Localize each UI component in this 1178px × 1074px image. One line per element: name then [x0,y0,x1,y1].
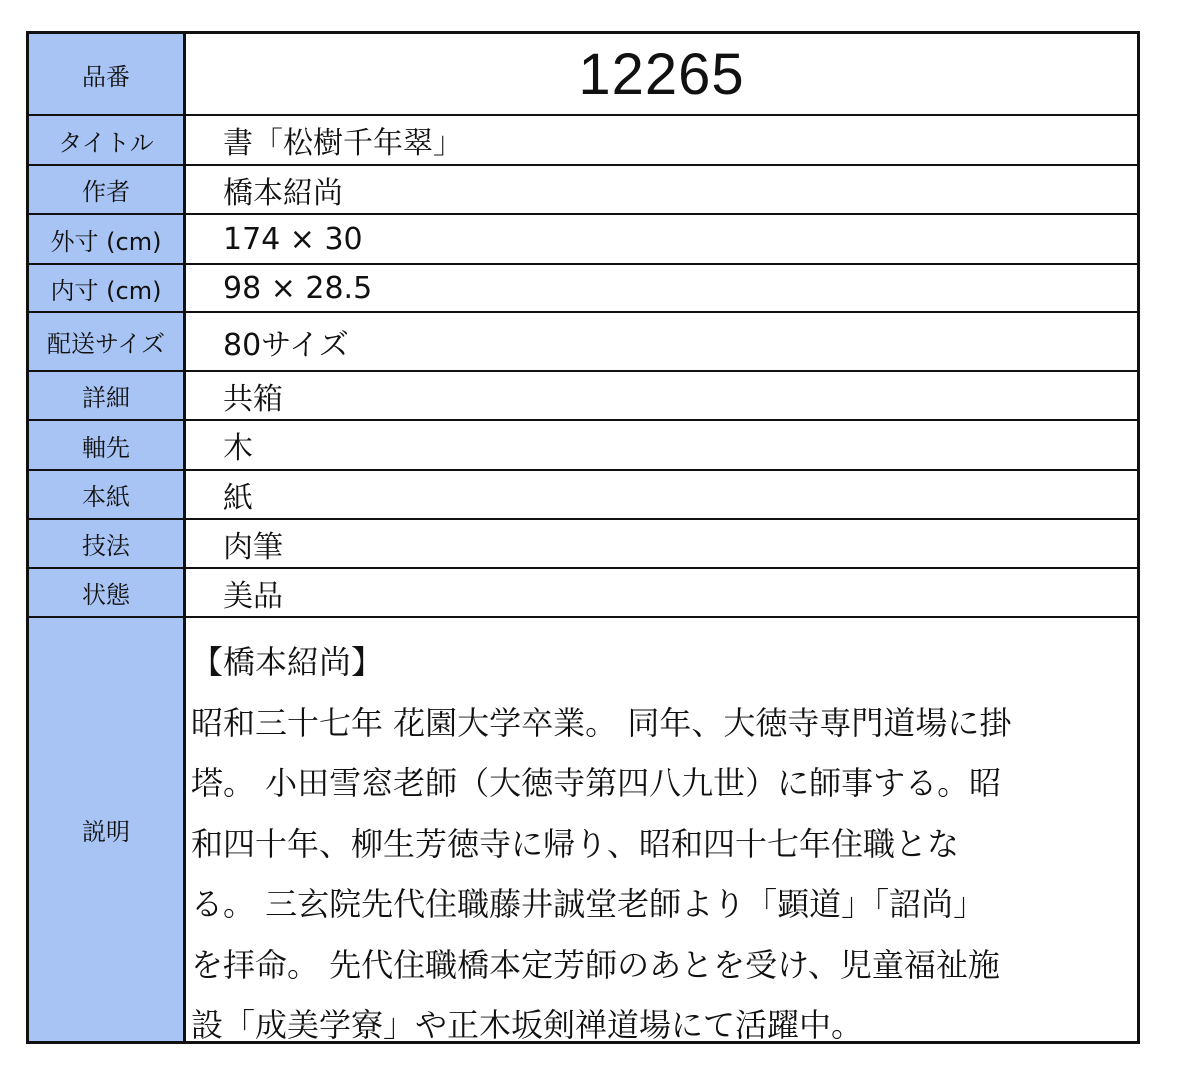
product-spec-table [26,31,1140,1044]
details-label: 詳細 [29,372,186,419]
description-text [186,618,1137,1044]
condition-value: 美品 [223,578,283,614]
row-item-number [29,34,1137,114]
technique-label: 技法 [29,520,186,567]
technique-value: 肉筆 [223,529,283,565]
description-line: 設「成美学寮」や正木坂剣禅道場にて活躍中。 [191,1006,864,1044]
condition-label: 状態 [29,569,186,616]
inner-size-label: 内寸 (cm) [29,265,186,311]
description-line: 和四十年、柳生芳徳寺に帰り、昭和四十七年住職とな [191,824,960,863]
row-inner-size [29,263,1137,311]
row-outer-size [29,213,1137,263]
description-line: を拝命。 先代住職橋本定芳師のあとを受け、児童福祉施 [191,945,1000,984]
description-line: 【橋本紹尚】 [191,643,384,681]
roller-ends-label: 軸先 [29,421,186,469]
inner-size-value: 98 × 28.5 [223,270,373,306]
base-material-value: 紙 [223,480,253,516]
details-value: 共箱 [223,381,283,417]
outer-size-label: 外寸 (cm) [29,215,186,263]
title-value: 書「松樹千年翠」 [223,126,463,161]
roller-ends-value: 木 [223,431,253,466]
row-description [29,616,1137,1044]
row-condition [29,567,1137,616]
row-technique [29,518,1137,567]
row-base-material [29,469,1137,518]
row-shipping-size [29,311,1137,370]
description-line: る。 三玄院先代住職藤井誠堂老師より「顕道」「詔尚」 [191,885,986,923]
row-roller-ends [29,419,1137,469]
item-number-value: 12265 [578,41,745,107]
description-line: 塔。 小田雪窓老師（大徳寺第四八九世）に師事する。昭 [191,764,1002,802]
base-material-label: 本紙 [29,471,186,518]
title-label: タイトル [29,116,186,164]
description-line: 昭和三十七年 花園大学卒業。 同年、大徳寺専門道場に掛 [191,703,1012,742]
row-title [29,114,1137,164]
shipping-size-label: 配送サイズ [29,313,186,370]
item-number-label: 品番 [29,34,186,114]
row-artist [29,164,1137,213]
artist-label: 作者 [29,166,186,213]
shipping-size-value: 80サイズ [223,327,349,363]
row-details [29,370,1137,419]
artist-value: 橋本紹尚 [223,175,343,211]
description-label: 説明 [29,618,186,1041]
outer-size-value: 174 × 30 [223,221,363,257]
